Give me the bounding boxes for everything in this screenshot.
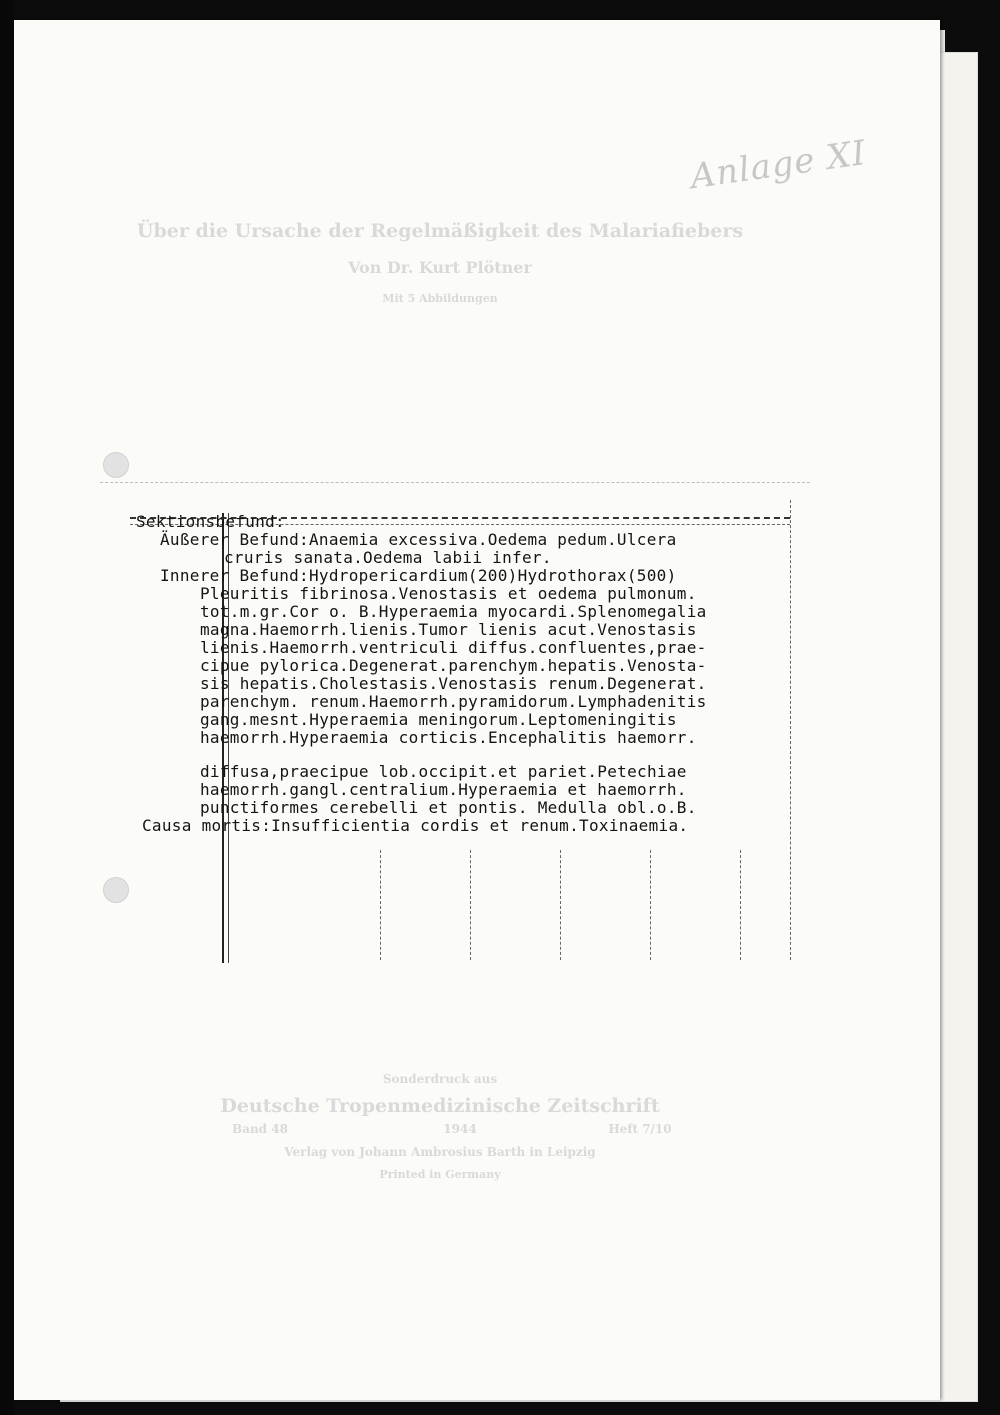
report-line: lienis.Haemorrh.ventriculi diffus.confluentes,prae- — [200, 638, 707, 657]
faded-issue: Heft 7/10 — [608, 1122, 672, 1136]
report-line: sis hepatis.Cholestasis.Venostasis renum.Degenerat. — [200, 674, 707, 693]
report-line: Causa mortis:Insufficientia cordis et renum.Toxinaemia. — [142, 816, 689, 835]
autopsy-report — [0, 20, 940, 1400]
report-line: haemorrh.gangl.centralium.Hyperaemia et haemorrh. — [200, 780, 687, 799]
report-line: haemorrh.Hyperaemia corticis.Encephalitis haemorr. — [200, 728, 697, 747]
report-line: diffusa,praecipue lob.occipit.et pariet.Petechiae — [200, 762, 687, 781]
faded-printed-note: Printed in Germany — [379, 1168, 501, 1181]
report-line: Innerer Befund:Hydropericardium(200)Hydrothorax(500) — [160, 566, 677, 585]
faded-journal-name: Deutsche Tropenmedizinische Zeitschrift — [220, 1095, 660, 1117]
faded-publisher: Verlag von Johann Ambrosius Barth in Leipzig — [284, 1145, 596, 1159]
scan-left-margin — [0, 0, 14, 1415]
faded-year: 1944 — [443, 1122, 477, 1136]
faded-article-title: Über die Ursache der Regelmäßigkeit des Malariafiebers — [136, 220, 744, 242]
handwritten-annotation: Anlage XI — [688, 132, 869, 198]
report-line: magna.Haemorrh.lienis.Tumor lienis acut.Venostasis — [200, 620, 697, 639]
report-line: Sektionsbefund: — [136, 512, 285, 531]
report-line: Äußerer Befund:Anaemia excessiva.Oedema pedum.Ulcera — [160, 530, 677, 549]
report-line: punctiformes cerebelli et pontis. Medulla obl.o.B. — [200, 798, 697, 817]
faded-offprint-label: Sonderdruck aus — [382, 1072, 498, 1086]
report-line: Pleuritis fibrinosa.Venostasis et oedema pulmonum. — [200, 584, 697, 603]
report-line: cruris sanata.Oedema labii infer. — [224, 548, 552, 567]
document-page — [0, 20, 940, 1400]
faded-author: Von Dr. Kurt Plötner — [348, 258, 532, 277]
report-line: tot.m.gr.Cor o. B.Hyperaemia myocardi.Splenomegalia — [200, 602, 707, 621]
report-line: cipue pylorica.Degenerat.parenchym.hepatis.Venosta- — [200, 656, 707, 675]
faded-figures-note: Mit 5 Abbildungen — [382, 292, 498, 305]
report-line: gang.mesnt.Hyperaemia meningorum.Leptomeningitis — [200, 710, 677, 729]
faded-volume: Band 48 — [232, 1122, 288, 1136]
report-line: parenchym. renum.Haemorrh.pyramidorum.Lymphadenitis — [200, 692, 707, 711]
